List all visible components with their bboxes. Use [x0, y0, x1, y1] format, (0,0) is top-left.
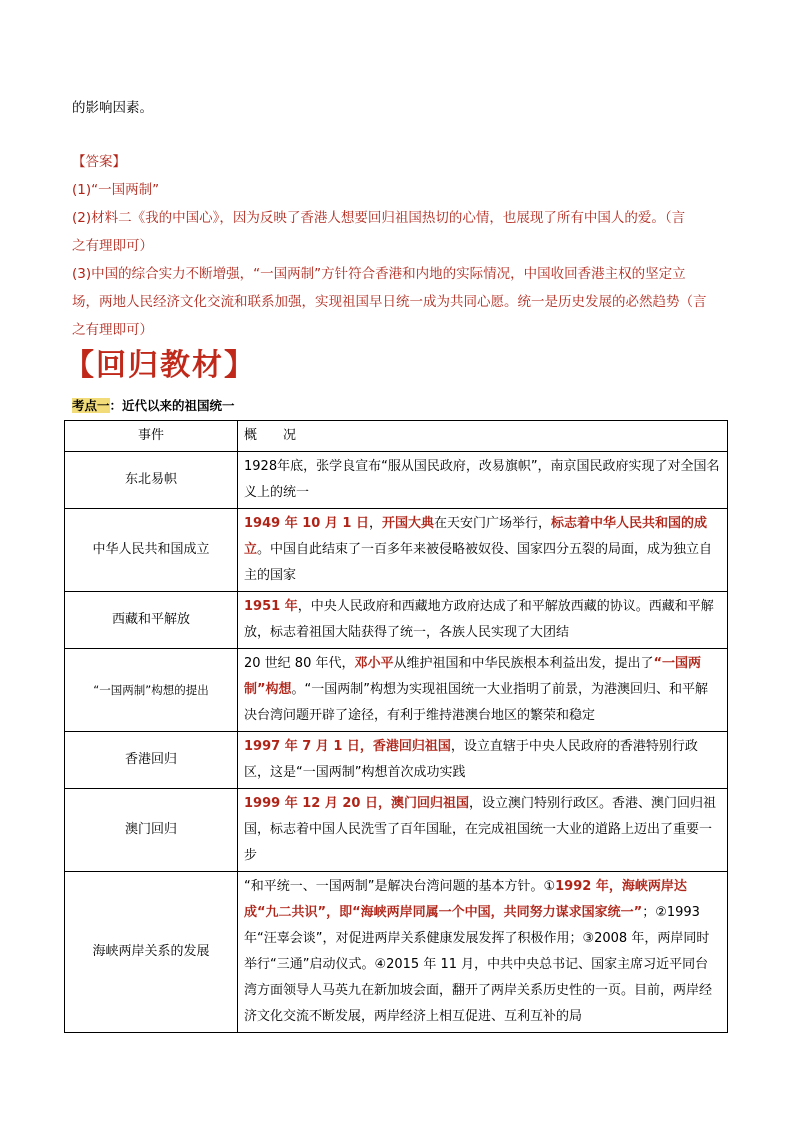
highlight-text: 邓小平 [354, 656, 394, 671]
desc-text: “和平统一、一国两制”是解决台湾问题的基本方针。① [244, 879, 556, 894]
intro-tail-text: 的影响因素。 [72, 100, 153, 116]
desc-cell [238, 592, 728, 649]
desc-text: 。“一国两制”构想为实现祖国统一大业指明了前景，为港澳回归、和平解决台湾问题开辟了途径，有利于维持港澳台地区的繁荣和稳定 [244, 682, 709, 723]
section-title: 【回归教材】 [64, 348, 256, 383]
event-cell: 西藏和平解放 [65, 592, 238, 649]
header-desc: 概 况 [238, 421, 728, 452]
desc-text: 20 世纪 80 年代， [244, 656, 355, 671]
answer-line-2b: 之有理即可） [72, 238, 153, 254]
desc-cell [238, 452, 728, 509]
desc-cell [238, 872, 728, 1033]
desc-text: ， [368, 516, 382, 531]
header-event: 事件 [65, 421, 238, 452]
kaodian-text: ：近代以来的祖国统一 [109, 398, 235, 413]
desc-cell [238, 789, 728, 872]
table-row [65, 452, 728, 509]
answer-line-1: (1)“一国两制” [72, 182, 160, 198]
desc-text: ，设立直辖于中央人民政府的香港特别行政区，这是“一国两制”构想首次成功实践 [244, 739, 698, 780]
highlight-text: 开国大典 [381, 516, 434, 531]
desc-cell [238, 732, 728, 789]
highlight-text: 1949 年 10 月 1 日 [244, 516, 369, 531]
highlight-text: 1951 年 [244, 599, 298, 614]
kaodian-heading [72, 396, 235, 414]
highlight-text: 标志着中华人民共和国的成立 [244, 516, 708, 557]
event-cell: “一国两制”构想的提出 [65, 649, 238, 732]
table-row [65, 592, 728, 649]
event-cell: 香港回归 [65, 732, 238, 789]
table-row [65, 509, 728, 592]
desc-text: 1928年底，张学良宣布“服从国民政府，改易旗帜”，南京国民政府实现了对全国名义上的统一 [244, 459, 720, 500]
desc-cell [238, 649, 728, 732]
desc-text: 。中国自此结束了一百多年来被侵略被奴役、国家四分五裂的局面，成为独立自主的国家 [244, 542, 713, 583]
highlight-text: 1992 年，海峡两岸达成“九二共识”，即“海峡两岸同属一个中国，共同努力谋求国家统一” [244, 879, 687, 920]
table-row [65, 649, 728, 732]
event-cell: 海峡两岸关系的发展 [65, 872, 238, 1033]
answer-line-3c: 之有理即可） [72, 322, 153, 338]
table-row [65, 732, 728, 789]
history-table [64, 420, 728, 1033]
table-row [65, 789, 728, 872]
desc-text: ，设立澳门特别行政区。香港、澳门回归祖国，标志着中国人民洗雪了百年国耻，在完成祖国统一大业的道路上迈出了重要一步 [244, 796, 717, 863]
highlight-text: “一国两制”构想 [244, 656, 702, 697]
highlight-text: 1999 年 12 月 20 日，澳门回归祖国 [244, 796, 469, 811]
answer-tag: 【答案】 [72, 154, 126, 170]
desc-text: 从维护祖国和中华民族根本利益出发，提出了 [393, 656, 654, 671]
highlight-text: 1997 年 7 月 1 日，香港回归祖国 [244, 739, 451, 754]
desc-text: 在天安门广场举行， [433, 516, 551, 531]
event-cell: 澳门回归 [65, 789, 238, 872]
desc-cell [238, 509, 728, 592]
answer-line-3a: (3)中国的综合实力不断增强，“一国两制”方针符合香港和内地的实际情况，中国收回香港主权的坚定立 [72, 266, 686, 282]
kaodian-label: 考点一 [72, 398, 110, 413]
table-header-row [65, 421, 728, 452]
desc-text: ；②1993 年“汪辜会谈”，对促进两岸关系健康发展发挥了积极作用；③2008 年，两岸同时举行“三通”启动仪式。④2015 年 11 月，中共中央总书记、国家主席习近平同台湾方面领导人马英九在新加坡会面，翻开了两岸关系历史性的一页。目前，两岸经济文化交流不断发展，两岸经济上相互促进、互利互补的局 [244, 905, 713, 1024]
answer-line-3b: 场，两地人民经济文化交流和联系加强，实现祖国早日统一成为共同心愿。统一是历史发展的必然趋势（言 [72, 294, 707, 310]
desc-text: ，中央人民政府和西藏地方政府达成了和平解放西藏的协议。西藏和平解放，标志着祖国大陆获得了统一，各族人民实现了大团结 [244, 599, 714, 640]
event-cell: 中华人民共和国成立 [65, 509, 238, 592]
event-cell: 东北易帜 [65, 452, 238, 509]
answer-line-2a: (2)材料二《我的中国心》，因为反映了香港人想要回归祖国热切的心情，也展现了所有中国人的爱。（言 [72, 210, 686, 226]
table-row [65, 872, 728, 1033]
